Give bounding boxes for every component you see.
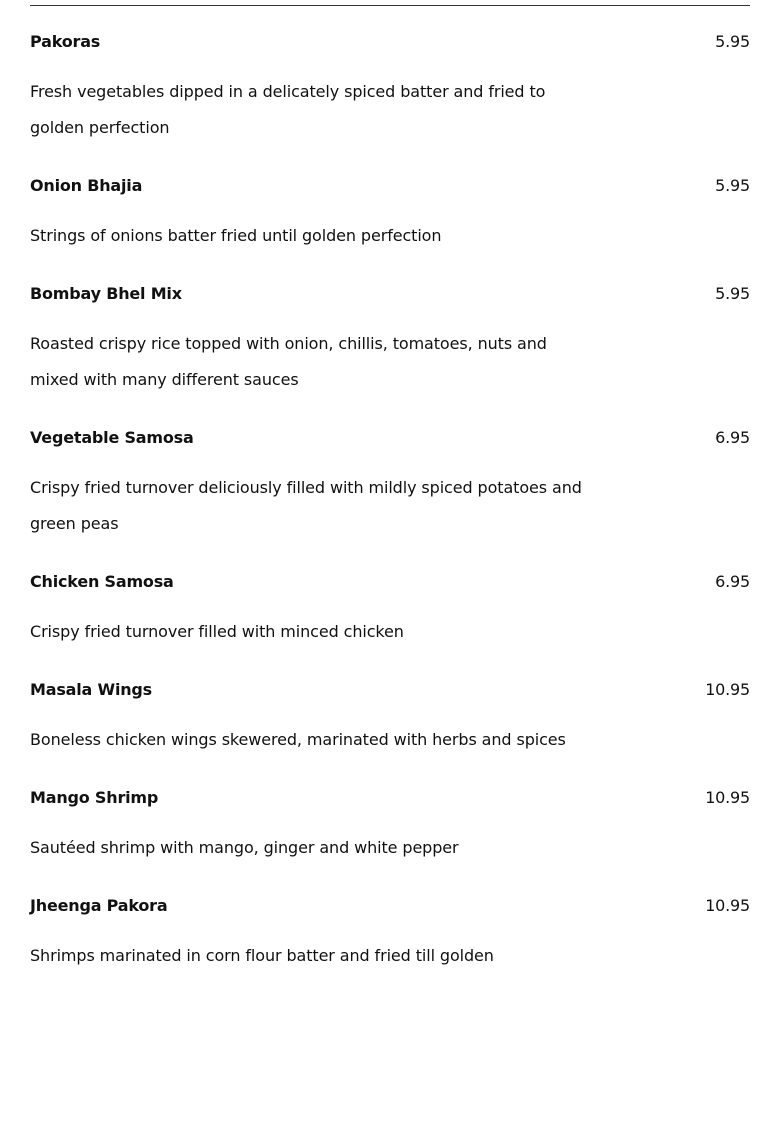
menu-item-price: 5.95: [715, 176, 750, 195]
menu-item: [30, 173, 750, 254]
menu-item-price: 6.95: [715, 572, 750, 591]
menu-item-price: 6.95: [715, 428, 750, 447]
menu-item: [30, 785, 750, 866]
menu-item-description: Roasted crispy rice topped with onion, chillis, tomatoes, nuts and mixed with many different sauces: [30, 334, 547, 389]
menu-item-description: Fresh vegetables dipped in a delicately spiced batter and fried to golden perfection: [30, 82, 546, 137]
menu-item-name: Chicken Samosa: [30, 572, 174, 591]
menu-item: [30, 425, 750, 542]
menu-item-description: Boneless chicken wings skewered, marinated with herbs and spices: [30, 730, 566, 749]
top-divider: [30, 5, 750, 6]
menu-item-header: [30, 677, 750, 703]
menu-item-header: [30, 893, 750, 919]
menu-item-header: [30, 281, 750, 307]
menu-item: [30, 677, 750, 758]
menu-item-price: 10.95: [705, 680, 750, 699]
menu-item-description: Shrimps marinated in corn flour batter and fried till golden: [30, 946, 494, 965]
menu-item-description: Crispy fried turnover deliciously filled with mildly spiced potatoes and green peas: [30, 478, 582, 533]
menu-item-description: Sautéed shrimp with mango, ginger and white pepper: [30, 838, 459, 857]
menu-item: [30, 29, 750, 146]
menu-item: [30, 569, 750, 650]
menu-item-name: Masala Wings: [30, 680, 152, 699]
menu-item-description: Strings of onions batter fried until golden perfection: [30, 226, 442, 245]
menu-item-header: [30, 425, 750, 451]
menu-item-name: Vegetable Samosa: [30, 428, 194, 447]
menu-item-price: 10.95: [705, 896, 750, 915]
menu-item-name: Jheenga Pakora: [30, 896, 168, 915]
menu-item-header: [30, 29, 750, 55]
menu-item-name: Mango Shrimp: [30, 788, 159, 807]
menu-item-name: Bombay Bhel Mix: [30, 284, 182, 303]
menu-item-price: 5.95: [715, 32, 750, 51]
menu-list: [30, 29, 750, 1001]
menu-item-price: 10.95: [705, 788, 750, 807]
menu-item: [30, 893, 750, 974]
menu-item-header: [30, 173, 750, 199]
menu-item-header: [30, 785, 750, 811]
menu-item-price: 5.95: [715, 284, 750, 303]
menu-item: [30, 281, 750, 398]
menu-item-description: Crispy fried turnover filled with minced chicken: [30, 622, 404, 641]
menu-item-header: [30, 569, 750, 595]
menu-item-name: Pakoras: [30, 32, 101, 51]
menu-item-name: Onion Bhajia: [30, 176, 143, 195]
